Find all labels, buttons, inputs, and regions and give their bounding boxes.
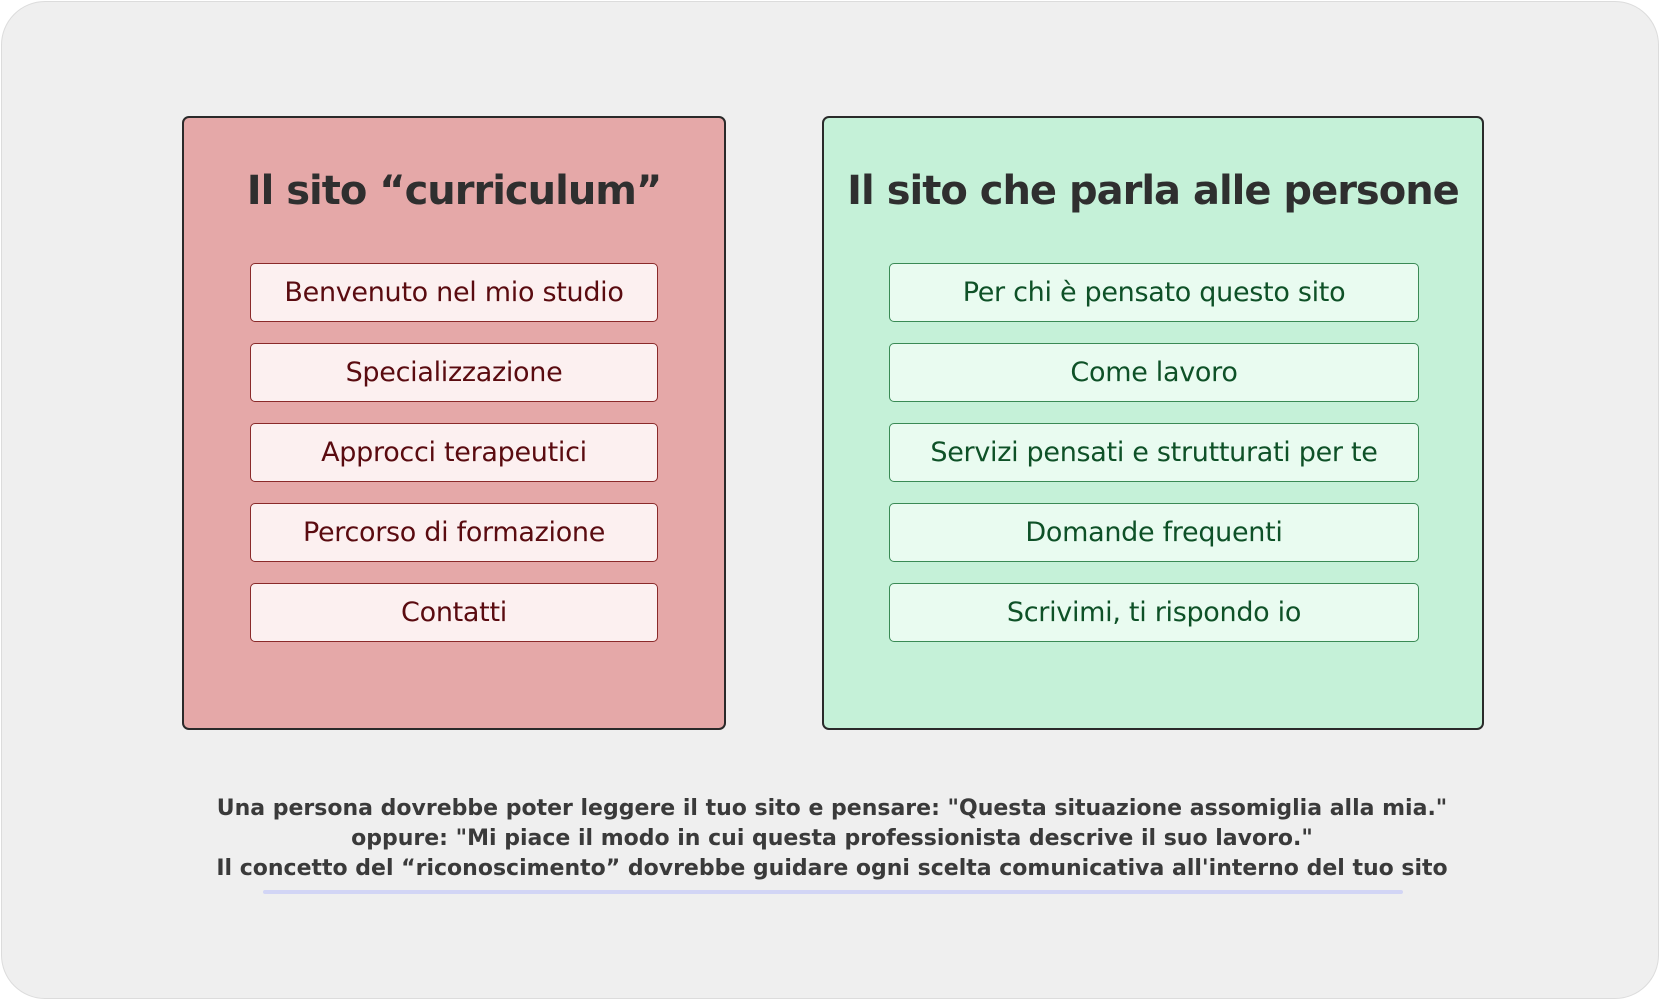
- curriculum-menu-item-specialization: Specializzazione: [250, 343, 658, 402]
- people-menu-item-how-i-work: Come lavoro: [889, 343, 1419, 402]
- caption-line-1: Una persona dovrebbe poter leggere il tuo sito e pensare: "Questa situazione assomiglia alla mia.": [216, 796, 1448, 821]
- caption-line-2: oppure: "Mi piace il modo in cui questa professionista descrive il suo lavoro.": [351, 826, 1313, 851]
- curriculum-site-title: Il sito “curriculum”: [246, 168, 662, 214]
- curriculum-menu-item-training: Percorso di formazione: [250, 503, 658, 562]
- people-site-title: Il sito che parla alle persone: [847, 168, 1459, 214]
- people-menu-item-faq: Domande frequenti: [889, 503, 1419, 562]
- caption-underline: [263, 890, 1403, 894]
- caption-line-3: Il concetto del “riconoscimento” dovrebbe guidare ogni scelta comunicativa all'interno del tuo sito: [216, 856, 1448, 881]
- curriculum-menu-item-approaches: Approcci terapeutici: [250, 423, 658, 482]
- people-menu-item-audience: Per chi è pensato questo sito: [889, 263, 1419, 322]
- people-menu-item-write-me: Scrivimi, ti rispondo io: [889, 583, 1419, 642]
- curriculum-menu-item-contacts: Contatti: [250, 583, 658, 642]
- curriculum-site-card: [182, 116, 726, 730]
- curriculum-menu-item-welcome: Benvenuto nel mio studio: [250, 263, 658, 322]
- people-menu-item-services: Servizi pensati e strutturati per te: [889, 423, 1419, 482]
- people-site-card: [822, 116, 1484, 730]
- slide-frame: [1, 1, 1659, 999]
- caption: [2, 794, 1660, 884]
